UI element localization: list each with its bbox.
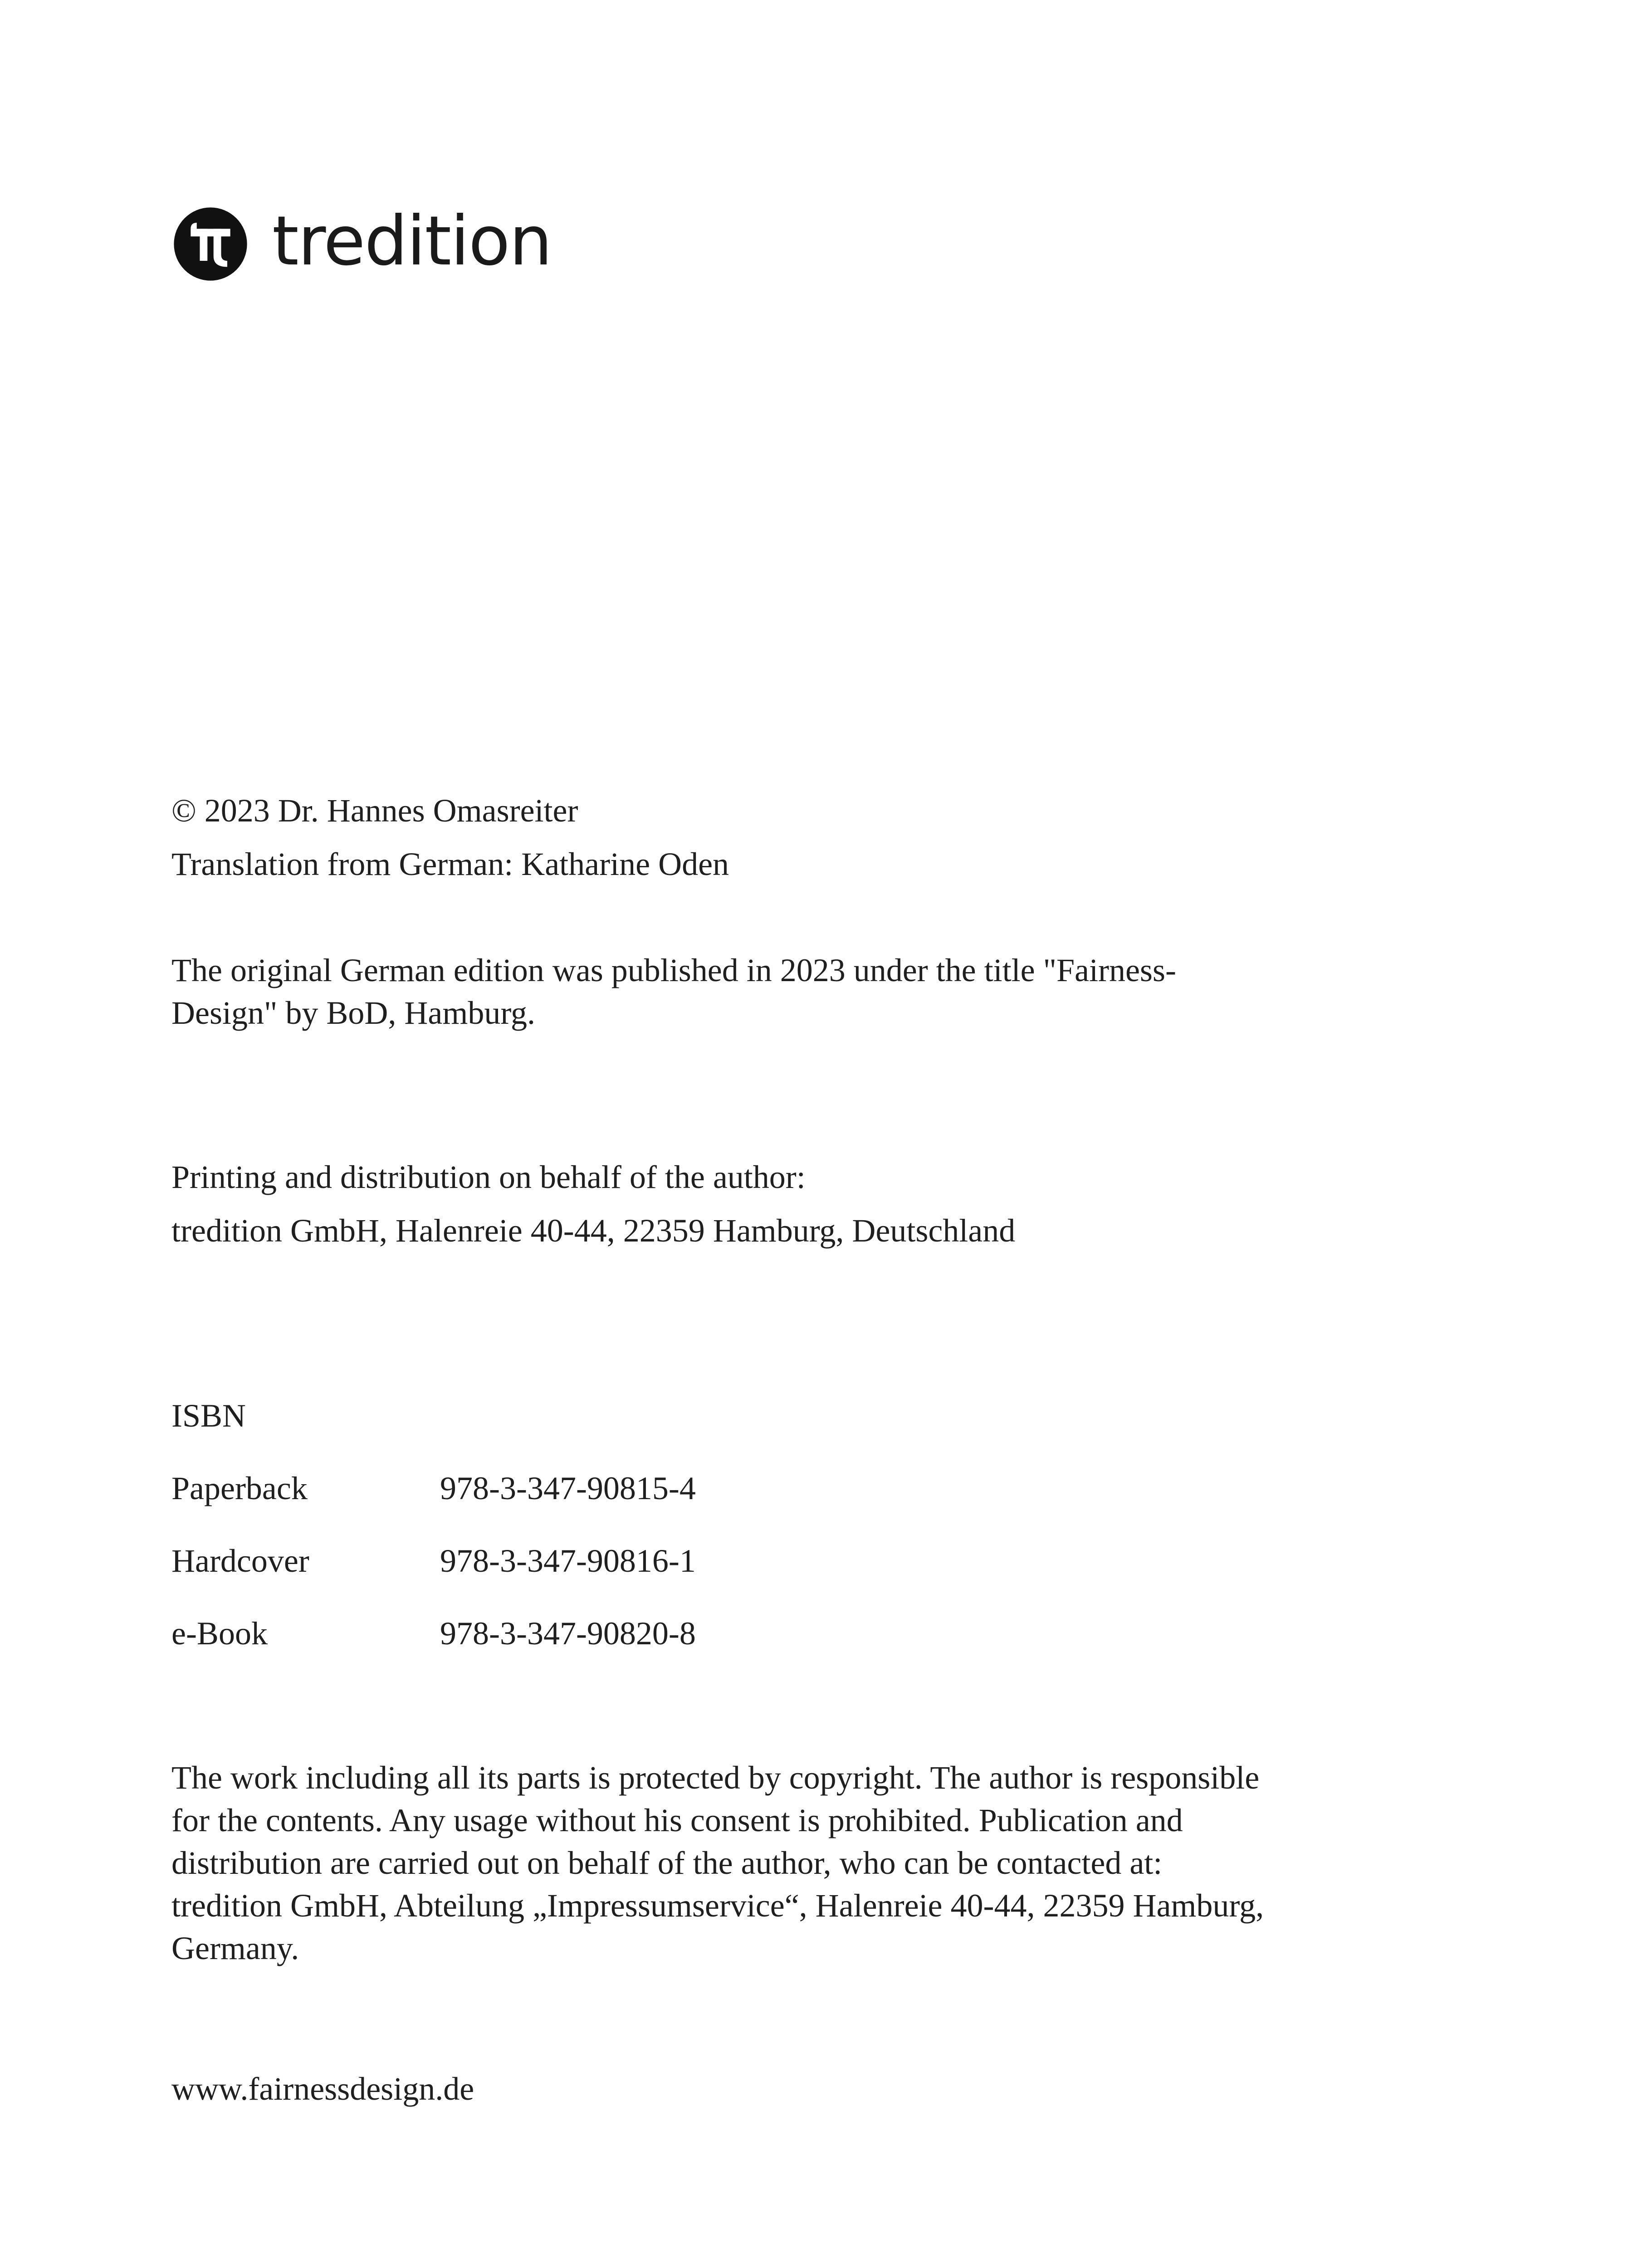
isbn-number: 978-3-347-90820-8 <box>440 1615 696 1652</box>
isbn-row <box>171 1467 696 1510</box>
publisher-logo <box>172 203 552 285</box>
printing-address: tredition GmbH, Halenreie 40-44, 22359 Hamburg, Deutschland <box>171 1212 1016 1249</box>
isbn-row <box>171 1540 696 1582</box>
isbn-row <box>171 1612 696 1655</box>
translation-credit: Translation from German: Katharine Oden <box>171 846 729 882</box>
legal-line: distribution are carried out on behalf of the author, who can be contacted at: <box>171 1845 1163 1881</box>
isbn-number: 978-3-347-90816-1 <box>440 1543 696 1579</box>
tredition-logo-icon <box>172 206 249 282</box>
website-link[interactable]: www.fairnessdesign.de <box>171 2071 474 2107</box>
original-edition-note <box>171 949 1176 1034</box>
legal-notice <box>171 1756 1264 1970</box>
legal-line: tredition GmbH, Abteilung „Impressumservice“, Halenreie 40-44, 22359 Hamburg, <box>171 1887 1264 1924</box>
copyright-line: © 2023 Dr. Hannes Omasreiter <box>171 792 578 829</box>
isbn-format: Hardcover <box>171 1543 309 1579</box>
legal-line: Germany. <box>171 1930 299 1966</box>
isbn-number: 978-3-347-90815-4 <box>440 1470 696 1506</box>
printing-heading: Printing and distribution on behalf of the author: <box>171 1159 806 1195</box>
isbn-format: Paperback <box>171 1470 308 1506</box>
isbn-format: e-Book <box>171 1615 268 1652</box>
logo-wordmark: tredition <box>272 202 552 281</box>
isbn-heading: ISBN <box>171 1398 246 1434</box>
legal-line: for the contents. Any usage without his consent is prohibited. Publication and <box>171 1802 1183 1838</box>
legal-line: The work including all its parts is protected by copyright. The author is responsible <box>171 1760 1260 1796</box>
original-edition-line: Design" by BoD, Hamburg. <box>171 995 536 1031</box>
original-edition-line: The original German edition was published in 2023 under the title "Fairness- <box>171 952 1176 988</box>
